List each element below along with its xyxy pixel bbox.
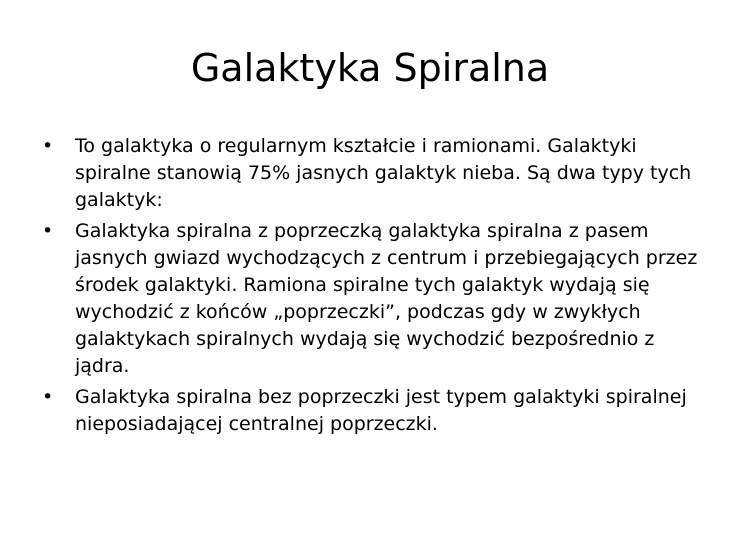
bullet-icon: •	[42, 386, 54, 408]
bullet-text: Galaktyka spiralna z poprzeczką galaktyka spiralna z pasem jasnych gwiazd wychodzących z centrum i przebiegających przez środek galaktyki. Ramiona spiralne tych galaktyk wydają się wychodzić z końców „poprzeczki”, podczas gdy w zwykłych galaktykach spiralnych wydają się wychodzić bezpośrednio z jądra.	[75, 220, 698, 377]
bullet-item	[40, 384, 700, 438]
bullet-item	[40, 218, 700, 380]
bullet-text: To galaktyka o regularnym kształcie i ramionami. Galaktyki spiralne stanowią 75% jasnych galaktyk nieba. Są dwa typy tych galaktyk:	[75, 135, 692, 211]
bullet-text: Galaktyka spiralna bez poprzeczki jest typem galaktyki spiralnej nieposiadającej centralnej poprzeczki.	[75, 386, 687, 435]
slide-title: Galaktyka Spiralna	[190, 46, 550, 90]
bullet-list	[40, 133, 700, 442]
bullet-item	[40, 133, 700, 214]
bullet-icon: •	[42, 220, 54, 242]
bullet-icon: •	[42, 135, 54, 157]
